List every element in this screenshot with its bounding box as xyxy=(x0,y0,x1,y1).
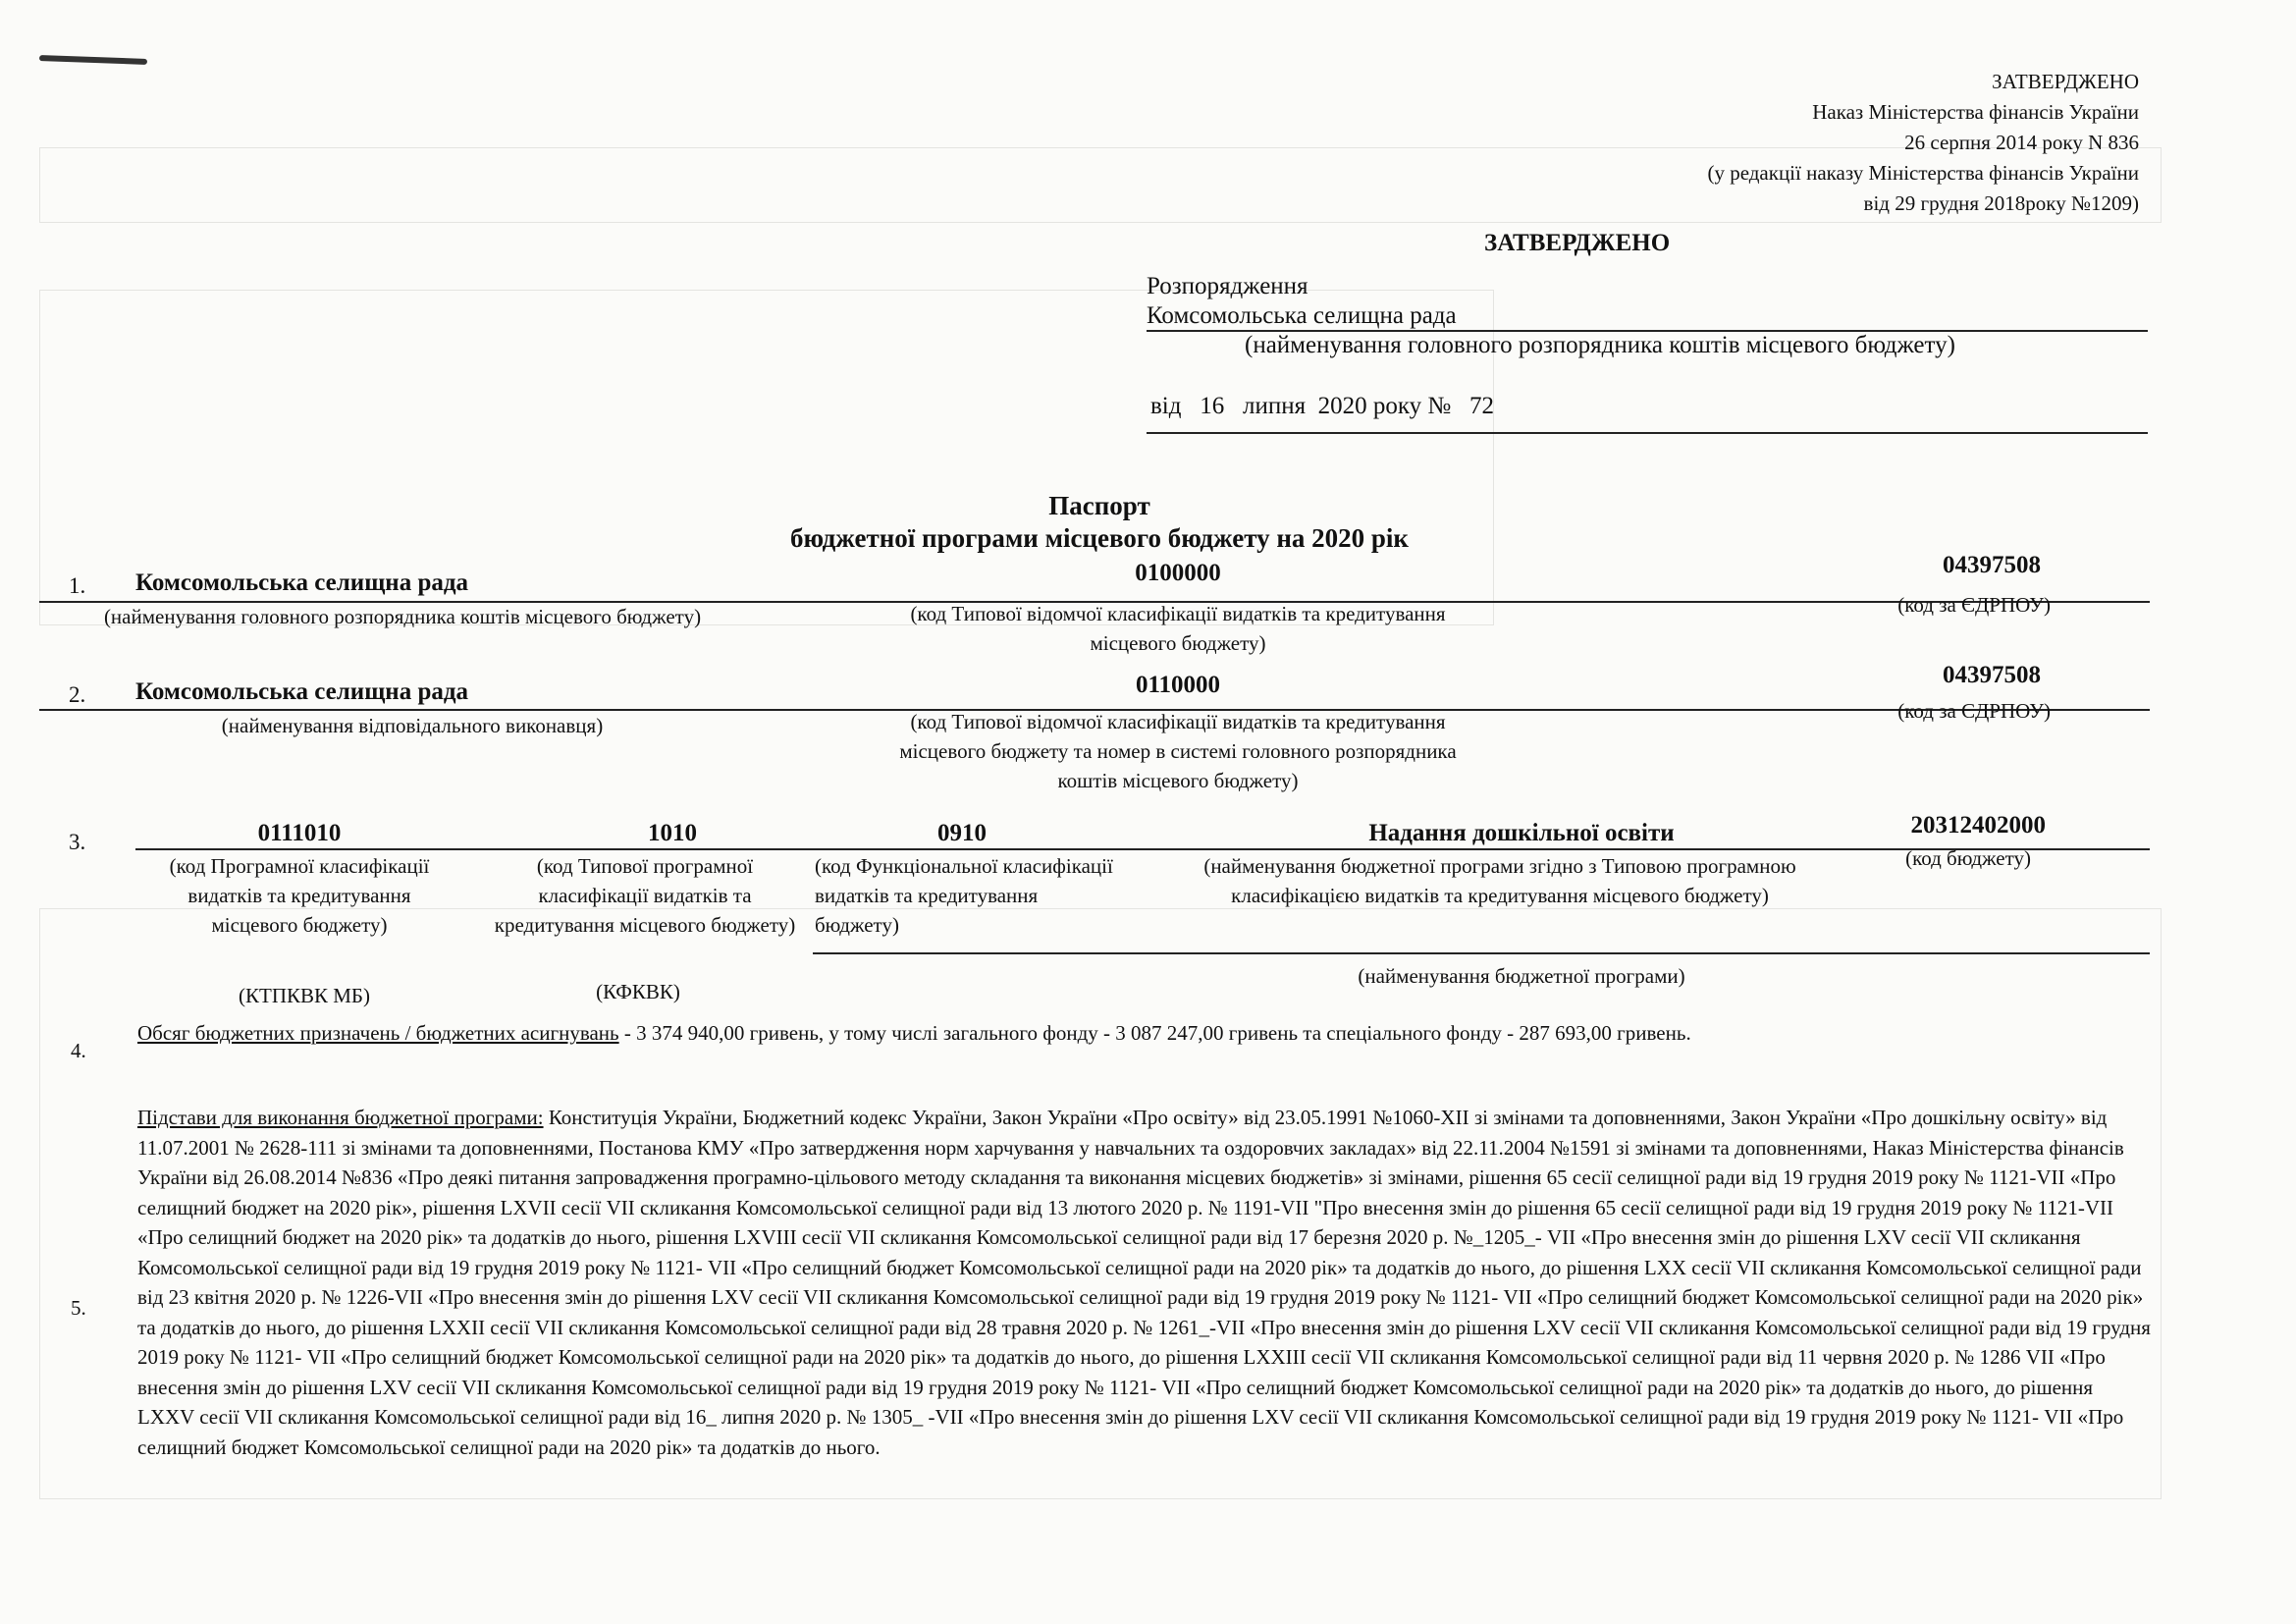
section1-name: Комсомольська селищна рада xyxy=(135,569,469,596)
approval-header xyxy=(1707,67,2139,219)
section1-edrpou: 04397508 xyxy=(1943,552,2041,578)
section5-number: 5. xyxy=(71,1296,86,1320)
section1-name-caption: (найменування головного розпорядника коштів місцевого бюджету) xyxy=(103,605,702,628)
section3-budget-code: 20312402000 xyxy=(1910,812,2046,839)
program-name-caption: (найменування бюджетної програми) xyxy=(1358,964,1685,988)
section4-text xyxy=(137,1021,2160,1046)
section3-fkvk-caption xyxy=(815,851,1148,940)
section1-code-caption xyxy=(825,599,1531,658)
approval-top-label: ЗАТВЕРДЖЕНО xyxy=(1992,70,2139,93)
section1-code-caption-2: місцевого бюджету) xyxy=(1090,631,1266,655)
section5-text xyxy=(137,1103,2155,1462)
section2-name: Комсомольська селищна рада xyxy=(135,678,469,705)
section5-body: Конституція України, Бюджетний кодекс України, Закон України «Про освіту» від 23.05.1991 №1060-XII зі змінами та доповненнями, Закон України «Про дошкільну освіту» від 11.07.2001 № 2628-111 зі змінами та доповненнями, Постанова КМУ «Про затвердження норм харчування у навчальних та оздоровчих закладах» від 22.11.2004 №1591 зі змінами та доповненнями, Наказ Міністерства фінансів України від 26.08.2014 №836 «Про деякі питання запровадження програмно-цільового методу складання та виконання місцевих бюджетів» зі змінами, рішення 65 сесії селищної ради від 19 грудня 2019 року № 1121-VII «Про селищний бюджет на 2020 рік», рішення LXVII сесії VII скликання Комсомольської селищної ради від 13 лютого 2020 р. № 1191-VII "Про внесення змін до рішення 65 сесії селищної ради від 19 грудня 2019 року № 1121-VII «Про селищний бюджет на 2020 рік» та додатків до нього, рішення LXVIII сесії VII скликання Комсомольської селищної ради від 17 березня 2020 р. №_1205_- VII «Про внесення змін до рішення LXV сесії VII скликання Комсомольської селищної ради від 19 грудня 2019 року № 1121- VII «Про селищний бюджет Комсомольської селищної ради на 2020 рік» та додатків до нього, до рішення LXX сесії VII скликання Комсомольської селищної ради від 23 квітня 2020 р. № 1226-VII «Про внесення змін до рішення LXV сесії VII скликання Комсомольської селищної ради від 19 грудня 2019 року № 1121- VII «Про селищний бюджет Комсомольської селищної ради на 2020 рік» та додатків до нього, до рішення LXXII сесії VII скликання Комсомольської селищної ради від 28 травня 2020 р. № 1261_-VII «Про внесення змін до рішення LXV сесії VII скликання Комсомольської селищної ради від 19 грудня 2019 року № 1121- VII «Про селищний бюджет Комсомольської селищної ради на 2020 рік» та додатків до нього, до рішення LXXIII сесії VII скликання Комсомольської селищної ради від 11 червня 2020 р. № 1286 VII «Про внесення змін до рішення LXV сесії VII скликання Комсомольської селищної ради від 19 грудня 2019 року № 1121- VII «Про селищний бюджет Комсомольської селищної ради на 2020 рік» та додатків до нього, до рішення LXXV сесії VII скликання Комсомольської селищної ради від 16_ липня 2020 р. № 1305_ -VII «Про внесення змін до рішення LXV сесії VII скликання Комсомольської селищної ради від 19 грудня 2019 року № 1121- VII «Про селищний бюджет Комсомольської селищної ради на 2020 рік» та додатків до нього. xyxy=(137,1106,2151,1459)
section3-program-name: Надання дошкільної освіти xyxy=(1368,820,1675,846)
section1-code-caption-1: (код Типової відомчої класифікації видатків та кредитування xyxy=(910,602,1446,625)
tpkvk-caption-3: кредитування місцевого бюджету) xyxy=(494,913,796,937)
section2-edrpou-caption: (код за ЄДРПОУ) xyxy=(1897,699,2051,723)
scan-artifact-mark xyxy=(39,55,147,65)
program-caption-1: (найменування бюджетної програми згідно з Типовою програмною xyxy=(1203,854,1796,878)
section2-number: 2. xyxy=(69,682,86,707)
order-org-name: Комсомольська селищна рада xyxy=(1147,302,1457,329)
approval-order-line2: 26 серпня 2014 року N 836 xyxy=(1904,131,2139,154)
section3-kpkvk-caption xyxy=(137,851,461,940)
approval-order-line1: Наказ Міністерства фінансів України xyxy=(1812,100,2139,124)
approval-order-line4: від 29 грудня 2018року №1209) xyxy=(1863,191,2139,215)
approved-heading: ЗАТВЕРДЖЕНО xyxy=(1484,230,1671,256)
section3-number: 3. xyxy=(69,830,86,854)
abbr-kfkvk: (КФКВК) xyxy=(596,980,680,1003)
approval-order-line3: (у редакції наказу Міністерства фінансів України xyxy=(1707,161,2139,185)
section1-edrpou-caption: (код за ЄДРПОУ) xyxy=(1897,593,2051,617)
fkvk-caption-2: видатків та кредитування xyxy=(815,884,1039,907)
section3-fkvk: 0910 xyxy=(937,820,987,846)
order-org-caption: (найменування головного розпорядника коштів місцевого бюджету) xyxy=(1245,332,1955,358)
section4-number: 4. xyxy=(71,1039,86,1062)
date-underline xyxy=(1147,432,2148,434)
section1-number: 1. xyxy=(69,573,86,598)
section2-code-caption-3: коштів місцевого бюджету) xyxy=(1057,769,1299,792)
passport-title: Паспорт xyxy=(1048,491,1150,520)
fkvk-caption-3: бюджету) xyxy=(815,913,899,937)
section2-code-caption-2: місцевого бюджету та номер в системі головного розпорядника xyxy=(899,739,1457,763)
kpkvk-caption-1: (код Програмної класифікації xyxy=(169,854,430,878)
section3-budget-caption: (код бюджету) xyxy=(1905,846,2031,870)
section4-body: - 3 374 940,00 гривень, у тому числі загального фонду - 3 087 247,00 гривень та спеціального фонду - 287 693,00 гривень. xyxy=(618,1021,1691,1045)
order-type: Розпорядження xyxy=(1147,273,1308,299)
section3-tpkvk-caption xyxy=(469,851,821,940)
fkvk-caption-1: (код Функціональної класифікації xyxy=(815,854,1113,878)
kpkvk-caption-3: місцевого бюджету) xyxy=(211,913,388,937)
section2-code-caption xyxy=(825,707,1531,795)
section1-code: 0100000 xyxy=(1135,560,1221,586)
section4-label: Обсяг бюджетних призначень / бюджетних асигнувань xyxy=(137,1021,619,1045)
section5-label: Підстави для виконання бюджетної програми: xyxy=(137,1106,544,1129)
section2-edrpou: 04397508 xyxy=(1943,662,2041,688)
section3-kpkvk: 0111010 xyxy=(257,820,342,846)
abbr-ktpkvk: (КТПКВК МБ) xyxy=(239,984,370,1007)
section2-code-caption-1: (код Типової відомчої класифікації видатків та кредитування xyxy=(910,710,1446,733)
tpkvk-caption-2: класифікації видатків та xyxy=(538,884,752,907)
program-name-blank-line xyxy=(813,952,2150,954)
program-caption-2: класифікацією видатків та кредитування місцевого бюджету) xyxy=(1231,884,1769,907)
section3-underline xyxy=(135,848,2150,850)
tpkvk-caption-1: (код Типової програмної xyxy=(536,854,754,878)
order-date: від 16 липня 2020 року № 72 xyxy=(1150,393,1494,419)
section3-program-caption xyxy=(1156,851,1843,910)
section2-name-caption: (найменування відповідального виконавця) xyxy=(221,714,604,737)
kpkvk-caption-2: видатків та кредитування xyxy=(187,884,411,907)
section3-tpkvk: 1010 xyxy=(648,820,697,846)
passport-subtitle: бюджетної програми місцевого бюджету на 2020 рік xyxy=(790,523,1409,553)
section2-code: 0110000 xyxy=(1135,672,1221,698)
